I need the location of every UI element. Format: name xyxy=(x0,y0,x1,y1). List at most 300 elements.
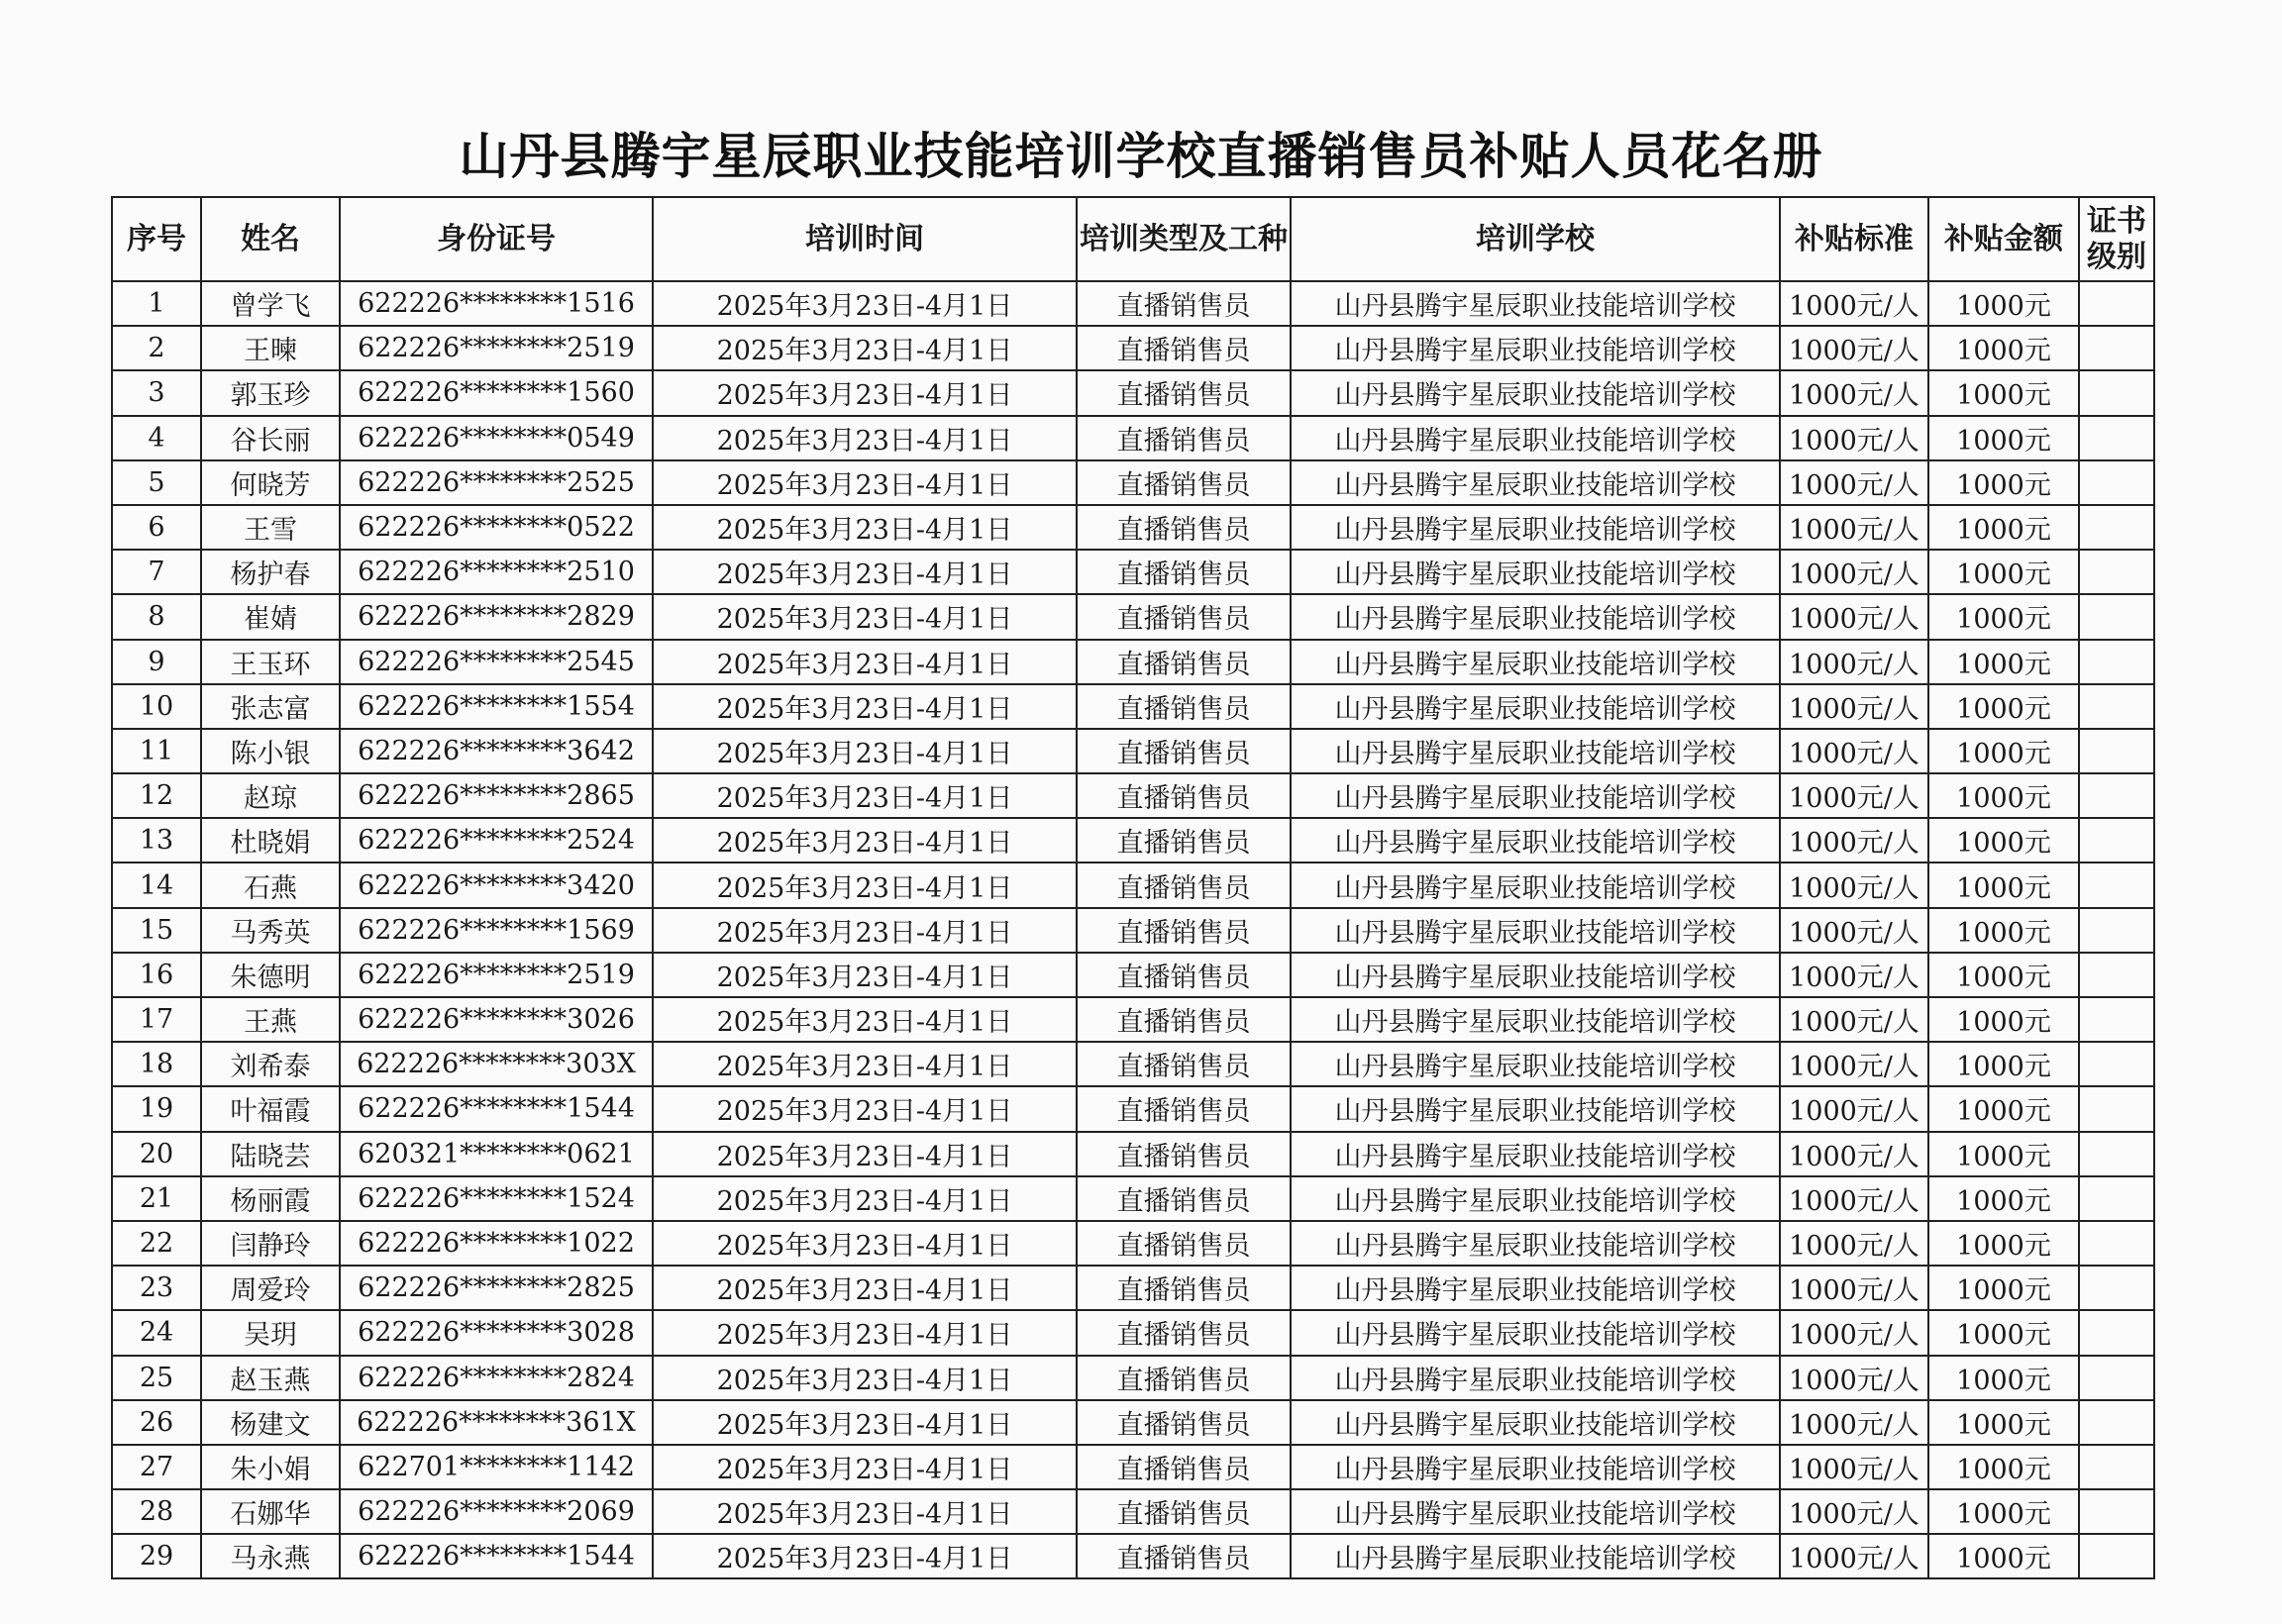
cell-cert xyxy=(2079,326,2154,370)
cell-standard: 1000元/人 xyxy=(1780,416,1928,460)
cell-time: 2025年3月23日-4月1日 xyxy=(653,1086,1077,1131)
cell-school: 山丹县腾宇星辰职业技能培训学校 xyxy=(1291,1489,1780,1534)
cell-amount: 1000元 xyxy=(1928,1132,2079,1176)
cell-type: 直播销售员 xyxy=(1077,729,1291,773)
cell-cert xyxy=(2079,640,2154,684)
cell-type: 直播销售员 xyxy=(1077,818,1291,863)
cell-type: 直播销售员 xyxy=(1077,1221,1291,1266)
cell-name: 杨丽霞 xyxy=(201,1176,340,1221)
cell-school: 山丹县腾宇星辰职业技能培训学校 xyxy=(1291,1310,1780,1355)
table-row xyxy=(112,460,2154,505)
cell-name: 杨护春 xyxy=(201,550,340,594)
cell-amount: 1000元 xyxy=(1928,1176,2079,1221)
table-row xyxy=(112,729,2154,773)
cell-type: 直播销售员 xyxy=(1077,684,1291,729)
cell-type: 直播销售员 xyxy=(1077,953,1291,997)
cell-type: 直播销售员 xyxy=(1077,1489,1291,1534)
cell-type: 直播销售员 xyxy=(1077,281,1291,326)
cell-amount: 1000元 xyxy=(1928,1221,2079,1266)
cell-seq: 25 xyxy=(112,1356,201,1400)
cell-name: 周爱玲 xyxy=(201,1266,340,1310)
cell-type: 直播销售员 xyxy=(1077,1266,1291,1310)
table-row xyxy=(112,505,2154,550)
cell-name: 马秀英 xyxy=(201,908,340,953)
table-row xyxy=(112,1534,2154,1578)
cell-seq: 3 xyxy=(112,370,201,415)
cell-id: 622226********1560 xyxy=(340,370,653,415)
cell-standard: 1000元/人 xyxy=(1780,550,1928,594)
cell-school: 山丹县腾宇星辰职业技能培训学校 xyxy=(1291,1132,1780,1176)
cell-type: 直播销售员 xyxy=(1077,1310,1291,1355)
cell-name: 郭玉珍 xyxy=(201,370,340,415)
table-row xyxy=(112,640,2154,684)
cell-id: 622226********3026 xyxy=(340,997,653,1042)
cell-school: 山丹县腾宇星辰职业技能培训学校 xyxy=(1291,997,1780,1042)
cell-time: 2025年3月23日-4月1日 xyxy=(653,594,1077,639)
table-row xyxy=(112,370,2154,415)
table-row xyxy=(112,818,2154,863)
cell-amount: 1000元 xyxy=(1928,1310,2079,1355)
cell-seq: 23 xyxy=(112,1266,201,1310)
cell-name: 石娜华 xyxy=(201,1489,340,1534)
cell-school: 山丹县腾宇星辰职业技能培训学校 xyxy=(1291,370,1780,415)
cell-seq: 10 xyxy=(112,684,201,729)
cell-cert xyxy=(2079,1400,2154,1445)
cell-type: 直播销售员 xyxy=(1077,1176,1291,1221)
cell-type: 直播销售员 xyxy=(1077,1400,1291,1445)
cell-time: 2025年3月23日-4月1日 xyxy=(653,640,1077,684)
cell-standard: 1000元/人 xyxy=(1780,1042,1928,1086)
cell-cert xyxy=(2079,953,2154,997)
cell-cert xyxy=(2079,1489,2154,1534)
cell-seq: 2 xyxy=(112,326,201,370)
cell-cert xyxy=(2079,1310,2154,1355)
table-row xyxy=(112,1400,2154,1445)
cell-school: 山丹县腾宇星辰职业技能培训学校 xyxy=(1291,594,1780,639)
cell-name: 王雪 xyxy=(201,505,340,550)
cell-seq: 5 xyxy=(112,460,201,505)
cell-cert xyxy=(2079,1042,2154,1086)
cell-standard: 1000元/人 xyxy=(1780,370,1928,415)
cell-id: 622226********3028 xyxy=(340,1310,653,1355)
cell-school: 山丹县腾宇星辰职业技能培训学校 xyxy=(1291,818,1780,863)
cell-amount: 1000元 xyxy=(1928,416,2079,460)
cell-type: 直播销售员 xyxy=(1077,908,1291,953)
cell-type: 直播销售员 xyxy=(1077,1042,1291,1086)
cell-cert xyxy=(2079,1176,2154,1221)
cell-type: 直播销售员 xyxy=(1077,1445,1291,1489)
cell-seq: 9 xyxy=(112,640,201,684)
cell-name: 刘希泰 xyxy=(201,1042,340,1086)
cell-seq: 24 xyxy=(112,1310,201,1355)
table-row xyxy=(112,997,2154,1042)
cell-cert xyxy=(2079,773,2154,818)
cell-name: 闫静玲 xyxy=(201,1221,340,1266)
cell-school: 山丹县腾宇星辰职业技能培训学校 xyxy=(1291,1086,1780,1131)
cell-name: 杜晓娟 xyxy=(201,818,340,863)
cell-cert xyxy=(2079,729,2154,773)
cell-cert xyxy=(2079,997,2154,1042)
cell-id: 622226********303X xyxy=(340,1042,653,1086)
cell-school: 山丹县腾宇星辰职业技能培训学校 xyxy=(1291,908,1780,953)
cell-standard: 1000元/人 xyxy=(1780,863,1928,907)
cell-seq: 19 xyxy=(112,1086,201,1131)
cell-id: 622701********1142 xyxy=(340,1445,653,1489)
cell-standard: 1000元/人 xyxy=(1780,773,1928,818)
table-row xyxy=(112,1132,2154,1176)
cell-time: 2025年3月23日-4月1日 xyxy=(653,1132,1077,1176)
cell-standard: 1000元/人 xyxy=(1780,1445,1928,1489)
cell-standard: 1000元/人 xyxy=(1780,1132,1928,1176)
cell-standard: 1000元/人 xyxy=(1780,908,1928,953)
table-row xyxy=(112,1086,2154,1131)
cell-id: 622226********2525 xyxy=(340,460,653,505)
cell-seq: 4 xyxy=(112,416,201,460)
cell-school: 山丹县腾宇星辰职业技能培训学校 xyxy=(1291,640,1780,684)
cell-cert xyxy=(2079,1356,2154,1400)
cell-amount: 1000元 xyxy=(1928,1086,2079,1131)
cell-seq: 20 xyxy=(112,1132,201,1176)
cell-id: 622226********2069 xyxy=(340,1489,653,1534)
cell-id: 622226********2510 xyxy=(340,550,653,594)
cell-school: 山丹县腾宇星辰职业技能培训学校 xyxy=(1291,1176,1780,1221)
table-row xyxy=(112,908,2154,953)
table-row xyxy=(112,1310,2154,1355)
cell-time: 2025年3月23日-4月1日 xyxy=(653,1400,1077,1445)
cell-amount: 1000元 xyxy=(1928,281,2079,326)
cell-type: 直播销售员 xyxy=(1077,773,1291,818)
cell-standard: 1000元/人 xyxy=(1780,1221,1928,1266)
cell-cert xyxy=(2079,416,2154,460)
cell-amount: 1000元 xyxy=(1928,1266,2079,1310)
table-row xyxy=(112,1489,2154,1534)
cell-amount: 1000元 xyxy=(1928,594,2079,639)
table-row xyxy=(112,1042,2154,1086)
cell-seq: 26 xyxy=(112,1400,201,1445)
cell-school: 山丹县腾宇星辰职业技能培训学校 xyxy=(1291,416,1780,460)
cell-amount: 1000元 xyxy=(1928,370,2079,415)
document-title: 山丹县腾宇星辰职业技能培训学校直播销售员补贴人员花名册 xyxy=(459,128,1823,185)
cell-standard: 1000元/人 xyxy=(1780,460,1928,505)
cell-name: 陈小银 xyxy=(201,729,340,773)
cell-id: 620321********0621 xyxy=(340,1132,653,1176)
cell-id: 622226********2824 xyxy=(340,1356,653,1400)
cell-cert xyxy=(2079,1266,2154,1310)
cell-id: 622226********1516 xyxy=(340,281,653,326)
cell-id: 622226********1544 xyxy=(340,1086,653,1131)
cell-name: 叶福霞 xyxy=(201,1086,340,1131)
cell-school: 山丹县腾宇星辰职业技能培训学校 xyxy=(1291,505,1780,550)
cell-amount: 1000元 xyxy=(1928,1400,2079,1445)
cell-amount: 1000元 xyxy=(1928,1445,2079,1489)
cell-type: 直播销售员 xyxy=(1077,1132,1291,1176)
cell-standard: 1000元/人 xyxy=(1780,729,1928,773)
cell-seq: 22 xyxy=(112,1221,201,1266)
cell-name: 何晓芳 xyxy=(201,460,340,505)
cell-cert xyxy=(2079,550,2154,594)
cell-cert xyxy=(2079,908,2154,953)
cell-school: 山丹县腾宇星辰职业技能培训学校 xyxy=(1291,729,1780,773)
table-row xyxy=(112,863,2154,907)
cell-school: 山丹县腾宇星辰职业技能培训学校 xyxy=(1291,1400,1780,1445)
cell-cert xyxy=(2079,505,2154,550)
cell-standard: 1000元/人 xyxy=(1780,326,1928,370)
cell-school: 山丹县腾宇星辰职业技能培训学校 xyxy=(1291,460,1780,505)
header-time: 培训时间 xyxy=(653,197,1077,281)
cell-name: 曾学飞 xyxy=(201,281,340,326)
cell-amount: 1000元 xyxy=(1928,997,2079,1042)
cell-seq: 12 xyxy=(112,773,201,818)
cell-amount: 1000元 xyxy=(1928,550,2079,594)
cell-school: 山丹县腾宇星辰职业技能培训学校 xyxy=(1291,684,1780,729)
cell-standard: 1000元/人 xyxy=(1780,1489,1928,1534)
cell-school: 山丹县腾宇星辰职业技能培训学校 xyxy=(1291,1534,1780,1578)
cell-standard: 1000元/人 xyxy=(1780,594,1928,639)
cell-time: 2025年3月23日-4月1日 xyxy=(653,908,1077,953)
cell-standard: 1000元/人 xyxy=(1780,1400,1928,1445)
cell-time: 2025年3月23日-4月1日 xyxy=(653,953,1077,997)
cell-school: 山丹县腾宇星辰职业技能培训学校 xyxy=(1291,326,1780,370)
header-name: 姓名 xyxy=(201,197,340,281)
cell-id: 622226********2865 xyxy=(340,773,653,818)
cell-type: 直播销售员 xyxy=(1077,370,1291,415)
cell-time: 2025年3月23日-4月1日 xyxy=(653,1221,1077,1266)
header-seq: 序号 xyxy=(112,197,201,281)
cell-id: 622226********1544 xyxy=(340,1534,653,1578)
cell-time: 2025年3月23日-4月1日 xyxy=(653,550,1077,594)
table-row xyxy=(112,684,2154,729)
cell-id: 622226********1569 xyxy=(340,908,653,953)
cell-standard: 1000元/人 xyxy=(1780,1266,1928,1310)
cell-time: 2025年3月23日-4月1日 xyxy=(653,1534,1077,1578)
cell-name: 谷长丽 xyxy=(201,416,340,460)
cell-type: 直播销售员 xyxy=(1077,1086,1291,1131)
cell-amount: 1000元 xyxy=(1928,1534,2079,1578)
roster-table xyxy=(111,196,2155,1579)
cell-type: 直播销售员 xyxy=(1077,505,1291,550)
cell-school: 山丹县腾宇星辰职业技能培训学校 xyxy=(1291,863,1780,907)
header-type: 培训类型及工种 xyxy=(1077,197,1291,281)
cell-amount: 1000元 xyxy=(1928,326,2079,370)
cell-cert xyxy=(2079,684,2154,729)
cell-standard: 1000元/人 xyxy=(1780,1356,1928,1400)
cell-name: 王暕 xyxy=(201,326,340,370)
cell-seq: 17 xyxy=(112,997,201,1042)
cell-type: 直播销售员 xyxy=(1077,326,1291,370)
cell-name: 朱德明 xyxy=(201,953,340,997)
cell-time: 2025年3月23日-4月1日 xyxy=(653,997,1077,1042)
cell-amount: 1000元 xyxy=(1928,953,2079,997)
cell-name: 张志富 xyxy=(201,684,340,729)
cell-seq: 11 xyxy=(112,729,201,773)
header-row xyxy=(112,197,2154,281)
cell-seq: 15 xyxy=(112,908,201,953)
cell-cert xyxy=(2079,1534,2154,1578)
cell-school: 山丹县腾宇星辰职业技能培训学校 xyxy=(1291,1042,1780,1086)
cell-amount: 1000元 xyxy=(1928,460,2079,505)
table-row xyxy=(112,953,2154,997)
cell-cert xyxy=(2079,281,2154,326)
cell-id: 622226********2825 xyxy=(340,1266,653,1310)
cell-seq: 21 xyxy=(112,1176,201,1221)
cell-standard: 1000元/人 xyxy=(1780,1534,1928,1578)
cell-time: 2025年3月23日-4月1日 xyxy=(653,505,1077,550)
cell-type: 直播销售员 xyxy=(1077,550,1291,594)
cell-name: 朱小娟 xyxy=(201,1445,340,1489)
cell-time: 2025年3月23日-4月1日 xyxy=(653,1356,1077,1400)
table-row xyxy=(112,1176,2154,1221)
cell-cert xyxy=(2079,1445,2154,1489)
cell-cert xyxy=(2079,370,2154,415)
cell-id: 622226********0522 xyxy=(340,505,653,550)
cell-type: 直播销售员 xyxy=(1077,460,1291,505)
cell-standard: 1000元/人 xyxy=(1780,997,1928,1042)
cell-id: 622226********3642 xyxy=(340,729,653,773)
cell-name: 石燕 xyxy=(201,863,340,907)
cell-cert xyxy=(2079,1132,2154,1176)
cell-id: 622226********2519 xyxy=(340,326,653,370)
cell-cert xyxy=(2079,1221,2154,1266)
cell-time: 2025年3月23日-4月1日 xyxy=(653,370,1077,415)
cell-type: 直播销售员 xyxy=(1077,594,1291,639)
cell-school: 山丹县腾宇星辰职业技能培训学校 xyxy=(1291,281,1780,326)
cell-school: 山丹县腾宇星辰职业技能培训学校 xyxy=(1291,1266,1780,1310)
table-row xyxy=(112,550,2154,594)
cell-type: 直播销售员 xyxy=(1077,1356,1291,1400)
cell-school: 山丹县腾宇星辰职业技能培训学校 xyxy=(1291,550,1780,594)
cell-name: 马永燕 xyxy=(201,1534,340,1578)
cell-standard: 1000元/人 xyxy=(1780,281,1928,326)
table-row xyxy=(112,281,2154,326)
cell-amount: 1000元 xyxy=(1928,1042,2079,1086)
cell-seq: 7 xyxy=(112,550,201,594)
cell-cert xyxy=(2079,460,2154,505)
cell-id: 622226********1524 xyxy=(340,1176,653,1221)
cell-id: 622226********361X xyxy=(340,1400,653,1445)
cell-amount: 1000元 xyxy=(1928,729,2079,773)
roster-body xyxy=(112,281,2154,1578)
cell-name: 赵玉燕 xyxy=(201,1356,340,1400)
cell-name: 吴玥 xyxy=(201,1310,340,1355)
cell-time: 2025年3月23日-4月1日 xyxy=(653,281,1077,326)
cell-name: 杨建文 xyxy=(201,1400,340,1445)
cell-seq: 8 xyxy=(112,594,201,639)
cell-standard: 1000元/人 xyxy=(1780,1086,1928,1131)
cell-amount: 1000元 xyxy=(1928,684,2079,729)
cell-seq: 13 xyxy=(112,818,201,863)
cell-type: 直播销售员 xyxy=(1077,863,1291,907)
table-row xyxy=(112,594,2154,639)
cell-seq: 27 xyxy=(112,1445,201,1489)
cell-amount: 1000元 xyxy=(1928,818,2079,863)
cell-seq: 18 xyxy=(112,1042,201,1086)
cell-standard: 1000元/人 xyxy=(1780,1310,1928,1355)
cell-amount: 1000元 xyxy=(1928,1489,2079,1534)
cell-time: 2025年3月23日-4月1日 xyxy=(653,1176,1077,1221)
table-row xyxy=(112,773,2154,818)
cell-type: 直播销售员 xyxy=(1077,1534,1291,1578)
cell-amount: 1000元 xyxy=(1928,1356,2079,1400)
cell-time: 2025年3月23日-4月1日 xyxy=(653,1266,1077,1310)
cell-seq: 1 xyxy=(112,281,201,326)
cell-standard: 1000元/人 xyxy=(1780,1176,1928,1221)
table-row xyxy=(112,1266,2154,1310)
header-school: 培训学校 xyxy=(1291,197,1780,281)
cell-cert xyxy=(2079,863,2154,907)
table-row xyxy=(112,1221,2154,1266)
cell-time: 2025年3月23日-4月1日 xyxy=(653,416,1077,460)
cell-amount: 1000元 xyxy=(1928,773,2079,818)
cell-school: 山丹县腾宇星辰职业技能培训学校 xyxy=(1291,953,1780,997)
cell-id: 622226********2519 xyxy=(340,953,653,997)
cell-time: 2025年3月23日-4月1日 xyxy=(653,729,1077,773)
cell-standard: 1000元/人 xyxy=(1780,684,1928,729)
cell-time: 2025年3月23日-4月1日 xyxy=(653,1445,1077,1489)
cell-time: 2025年3月23日-4月1日 xyxy=(653,326,1077,370)
cell-cert xyxy=(2079,818,2154,863)
cell-cert xyxy=(2079,1086,2154,1131)
cell-seq: 16 xyxy=(112,953,201,997)
table-row xyxy=(112,1445,2154,1489)
cell-name: 陆晓芸 xyxy=(201,1132,340,1176)
cell-time: 2025年3月23日-4月1日 xyxy=(653,1310,1077,1355)
cell-id: 622226********1554 xyxy=(340,684,653,729)
cell-type: 直播销售员 xyxy=(1077,997,1291,1042)
header-amount: 补贴金额 xyxy=(1928,197,2079,281)
table-row xyxy=(112,416,2154,460)
cell-name: 崔婧 xyxy=(201,594,340,639)
cell-standard: 1000元/人 xyxy=(1780,953,1928,997)
cell-name: 王燕 xyxy=(201,997,340,1042)
cell-amount: 1000元 xyxy=(1928,505,2079,550)
cell-id: 622226********2524 xyxy=(340,818,653,863)
header-id: 身份证号 xyxy=(340,197,653,281)
table-row xyxy=(112,1356,2154,1400)
cell-school: 山丹县腾宇星辰职业技能培训学校 xyxy=(1291,1356,1780,1400)
cell-cert xyxy=(2079,594,2154,639)
cell-amount: 1000元 xyxy=(1928,908,2079,953)
cell-id: 622226********2829 xyxy=(340,594,653,639)
cell-amount: 1000元 xyxy=(1928,640,2079,684)
cell-time: 2025年3月23日-4月1日 xyxy=(653,460,1077,505)
cell-seq: 28 xyxy=(112,1489,201,1534)
cell-standard: 1000元/人 xyxy=(1780,505,1928,550)
cell-seq: 6 xyxy=(112,505,201,550)
cell-seq: 14 xyxy=(112,863,201,907)
cell-seq: 29 xyxy=(112,1534,201,1578)
header-cert: 证书级别 xyxy=(2079,197,2154,281)
cell-type: 直播销售员 xyxy=(1077,640,1291,684)
cell-school: 山丹县腾宇星辰职业技能培训学校 xyxy=(1291,773,1780,818)
cell-name: 王玉环 xyxy=(201,640,340,684)
cell-id: 622226********3420 xyxy=(340,863,653,907)
header-standard: 补贴标准 xyxy=(1780,197,1928,281)
cell-time: 2025年3月23日-4月1日 xyxy=(653,684,1077,729)
cell-time: 2025年3月23日-4月1日 xyxy=(653,863,1077,907)
cell-time: 2025年3月23日-4月1日 xyxy=(653,1489,1077,1534)
cell-school: 山丹县腾宇星辰职业技能培训学校 xyxy=(1291,1445,1780,1489)
table-row xyxy=(112,326,2154,370)
cell-time: 2025年3月23日-4月1日 xyxy=(653,818,1077,863)
cell-id: 622226********2545 xyxy=(340,640,653,684)
cell-type: 直播销售员 xyxy=(1077,416,1291,460)
cell-standard: 1000元/人 xyxy=(1780,818,1928,863)
cell-standard: 1000元/人 xyxy=(1780,640,1928,684)
cell-id: 622226********1022 xyxy=(340,1221,653,1266)
cell-time: 2025年3月23日-4月1日 xyxy=(653,773,1077,818)
cell-amount: 1000元 xyxy=(1928,863,2079,907)
cell-name: 赵琼 xyxy=(201,773,340,818)
